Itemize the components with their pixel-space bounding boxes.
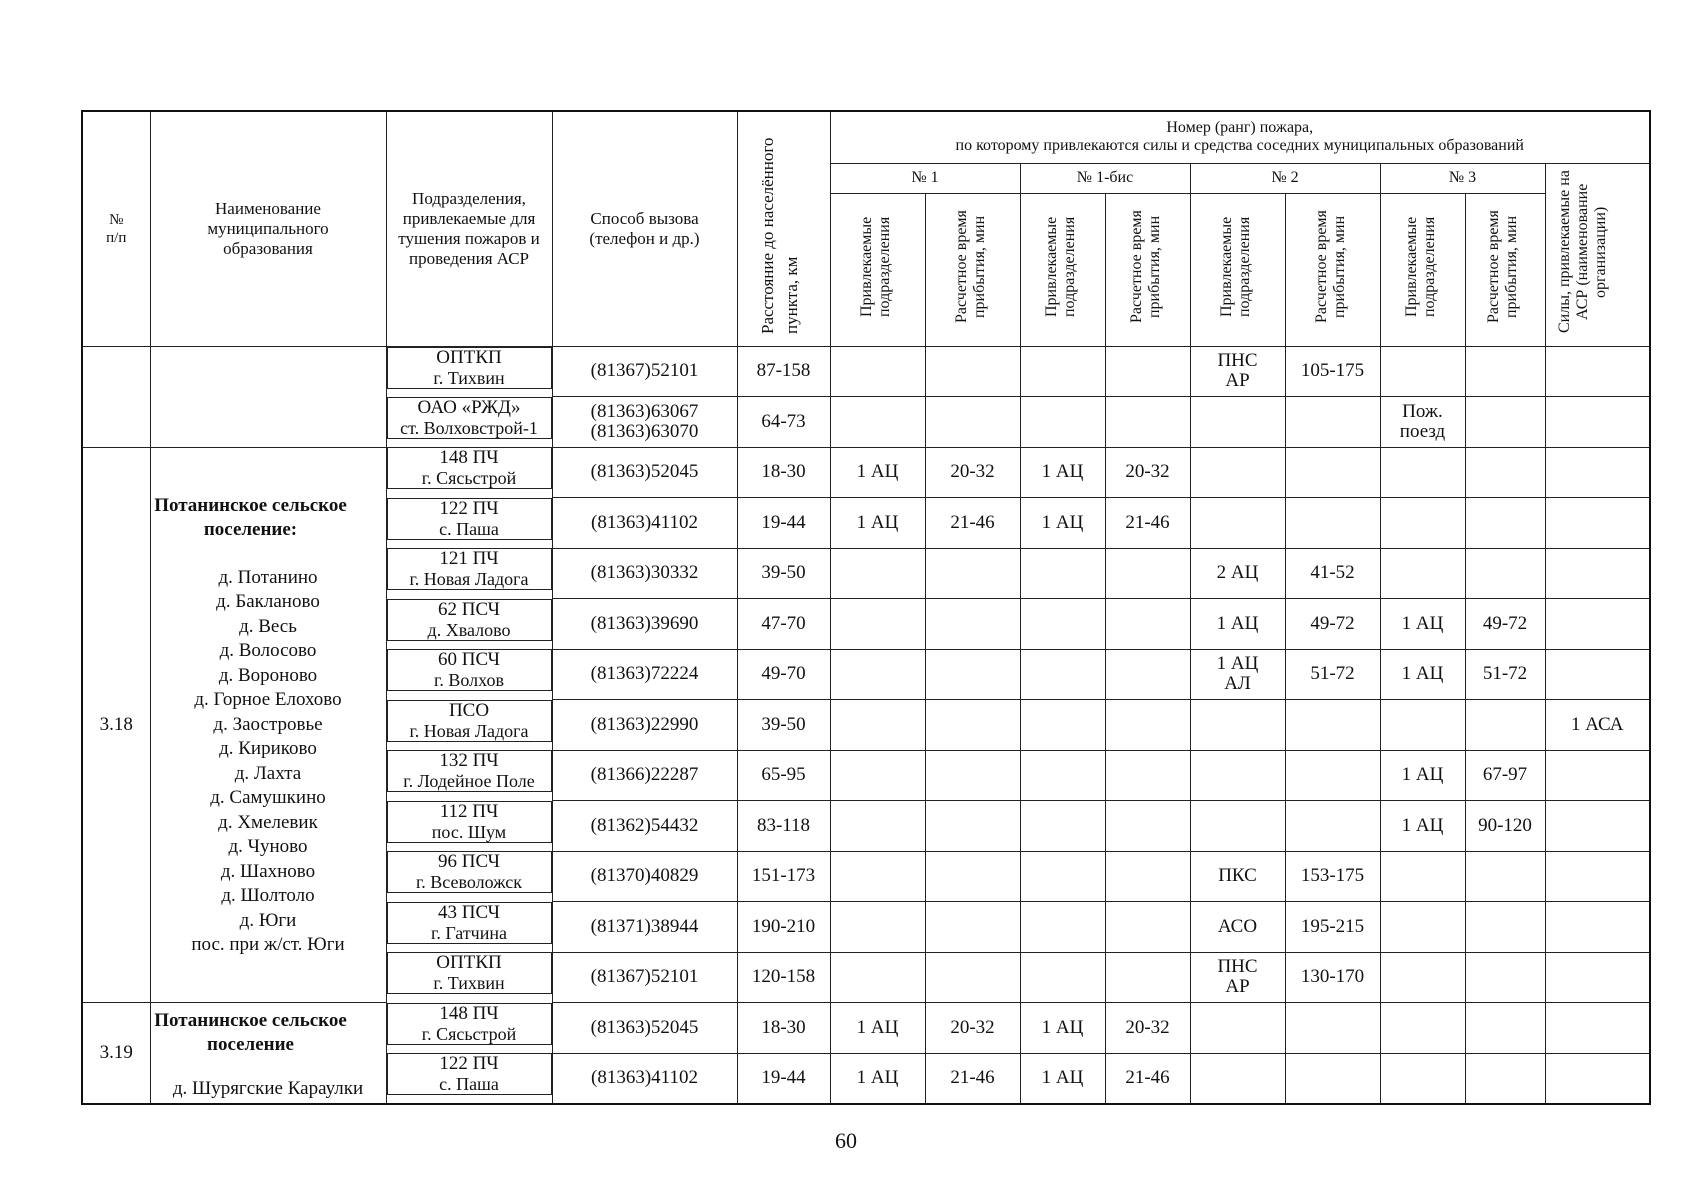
municipality-title: Потанинское сельское поселение:	[154, 494, 347, 540]
settlement-item: д. Лахта	[234, 762, 302, 784]
r1-time-cell	[925, 649, 1020, 700]
unit-location: ст. Волховстрой-1	[400, 417, 538, 438]
asr-forces-cell	[1545, 902, 1650, 953]
call-method-cell: (81367)52101	[552, 346, 737, 397]
settlement-item: д. Волосово	[219, 640, 317, 662]
unit-cell	[387, 952, 552, 994]
r3-units-cell	[1380, 700, 1465, 751]
r2-units-cell: ПКС	[1190, 851, 1285, 902]
r1bis-units-cell	[1020, 902, 1105, 953]
r1-time-cell	[925, 801, 1020, 852]
distance-cell: 19-44	[737, 498, 830, 549]
asr-forces-cell	[1545, 851, 1650, 902]
r2-units-cell: 2 АЦ	[1190, 548, 1285, 599]
distance-cell: 18-30	[737, 1003, 830, 1054]
r2-time-cell: 49-72	[1285, 599, 1380, 650]
distance-cell: 64-73	[737, 397, 830, 448]
call-method-cell: (81363)39690	[552, 599, 737, 650]
r1bis-time-cell	[1105, 902, 1190, 953]
r1bis-units-cell	[1020, 548, 1105, 599]
r2-units-cell: 1 АЦ АЛ	[1190, 649, 1285, 700]
call-method-cell: (81363)22990	[552, 700, 737, 751]
rank-title: Номер (ранг) пожара,	[1166, 119, 1314, 137]
r1bis-units-cell: 1 АЦ	[1020, 1053, 1105, 1104]
r1-units-cell	[830, 750, 925, 801]
r3-units-cell: Пож. поезд	[1380, 397, 1465, 448]
col-header-name: Наименование муниципального образования	[150, 111, 386, 346]
r1-time-cell	[925, 902, 1020, 953]
distance-cell: 87-158	[737, 346, 830, 397]
unit-name: 122 ПЧ	[439, 497, 499, 519]
col-header-rank	[830, 111, 1650, 163]
r2-units-cell: ПНС АР	[1190, 346, 1285, 397]
r1-time-cell	[925, 599, 1020, 650]
unit-cell	[387, 347, 552, 389]
r1bis-time-cell: 20-32	[1105, 447, 1190, 498]
call-method-cell: (81367)52101	[552, 952, 737, 1003]
settlement-item: д. Бакланово	[216, 591, 320, 613]
unit-name: ПСО	[448, 699, 490, 721]
asr-forces-cell	[1545, 1053, 1650, 1104]
r3-time-cell	[1465, 498, 1545, 549]
settlement-item: д. Шахново	[220, 860, 316, 882]
unit-name: 121 ПЧ	[439, 548, 499, 569]
r1-units-cell	[830, 548, 925, 599]
r1-time-cell	[925, 952, 1020, 1003]
distance-cell: 83-118	[737, 801, 830, 852]
r3-time-cell: 51-72	[1465, 649, 1545, 700]
unit-location: с. Паша	[439, 518, 499, 539]
asr-forces-cell	[1545, 498, 1650, 549]
r1bis-time-cell	[1105, 851, 1190, 902]
r3-units-cell	[1380, 902, 1465, 953]
asr-forces-cell	[1545, 599, 1650, 650]
rank-1bis-header: № 1-бис	[1020, 163, 1190, 193]
r1-units-cell: 1 АЦ	[830, 1003, 925, 1054]
r1bis-units-cell	[1020, 397, 1105, 448]
unit-name: 112 ПЧ	[439, 800, 499, 822]
unit-location: пос. Шум	[431, 821, 507, 842]
r1bis-time-cell	[1105, 649, 1190, 700]
municipality-cell	[150, 346, 386, 447]
distance-cell: 18-30	[737, 447, 830, 498]
r2-units-cell	[1190, 750, 1285, 801]
r1bis-time-cell: 21-46	[1105, 498, 1190, 549]
r3-units-cell: 1 АЦ	[1380, 750, 1465, 801]
r2-time-cell: 105-175	[1285, 346, 1380, 397]
unit-location: г. Тихвин	[433, 367, 505, 388]
settlement-item: д. Горное Елохово	[194, 689, 342, 711]
unit-name: ОПТКП	[436, 952, 502, 973]
unit-name: 148 ПЧ	[439, 447, 499, 468]
distance-cell: 151-173	[737, 851, 830, 902]
settlement-list	[151, 566, 386, 958]
r1-time-cell	[925, 750, 1020, 801]
unit-name: 62 ПСЧ	[437, 598, 501, 620]
unit-cell	[387, 498, 552, 540]
r1bis-units-cell	[1020, 851, 1105, 902]
r2-time-cell: 41-52	[1285, 548, 1380, 599]
r2-time-cell	[1285, 498, 1380, 549]
unit-cell	[387, 1003, 552, 1045]
r3-units-cell	[1380, 851, 1465, 902]
unit-name: 122 ПЧ	[439, 1053, 499, 1074]
call-method-cell: (81363)52045	[552, 1003, 737, 1054]
row-number-cell: 3.18	[82, 447, 150, 1003]
r1bis-time-header: Расчетное время прибытия, мин	[1105, 193, 1190, 346]
unit-cell	[387, 851, 552, 893]
r1-units-cell: 1 АЦ	[830, 447, 925, 498]
r1bis-time-cell: 20-32	[1105, 1003, 1190, 1054]
settlement-item: пос. при ж/ст. Юги	[191, 934, 345, 956]
r1bis-units-cell	[1020, 750, 1105, 801]
r1-units-cell: 1 АЦ	[830, 1053, 925, 1104]
distance-cell: 39-50	[737, 548, 830, 599]
rank-1-header: № 1	[830, 163, 1020, 193]
r1bis-units-header: Привлекаемые подразделения	[1020, 193, 1105, 346]
settlement-item: д. Самушкино	[210, 787, 326, 809]
asr-forces-cell	[1545, 750, 1650, 801]
r3-time-cell	[1465, 397, 1545, 448]
call-method-cell: (81363)52045	[552, 447, 737, 498]
r1bis-units-cell: 1 АЦ	[1020, 447, 1105, 498]
r1-time-cell: 20-32	[925, 1003, 1020, 1054]
r2-time-cell: 195-215	[1285, 902, 1380, 953]
r1-time-cell	[925, 346, 1020, 397]
r1bis-units-cell	[1020, 346, 1105, 397]
call-method-cell: (81371)38944	[552, 902, 737, 953]
settlement-item: д. Юги	[239, 909, 297, 931]
r3-units-cell: 1 АЦ	[1380, 649, 1465, 700]
asr-forces-cell	[1545, 952, 1650, 1003]
unit-location: г. Сясьстрой	[421, 468, 517, 488]
call-method-cell: (81362)54432	[552, 801, 737, 852]
r2-units-cell: 1 АЦ	[1190, 599, 1285, 650]
r2-units-cell	[1190, 801, 1285, 852]
call-method-cell: (81363)41102	[552, 498, 737, 549]
r1-time-cell	[925, 397, 1020, 448]
unit-location: г. Сясьстрой	[421, 1023, 517, 1044]
r1bis-time-cell	[1105, 548, 1190, 599]
page-number: 60	[835, 1128, 857, 1153]
unit-location: г. Новая Ладога	[409, 720, 529, 741]
distance-cell: 190-210	[737, 902, 830, 953]
r2-units-header: Привлекаемые подразделения	[1190, 193, 1285, 346]
unit-name: 43 ПСЧ	[437, 901, 501, 923]
settlement-item: д. Хмелевик	[218, 811, 318, 833]
r2-units-cell	[1190, 700, 1285, 751]
r3-time-cell: 67-97	[1465, 750, 1545, 801]
unit-name: ОПТКП	[436, 346, 502, 368]
unit-name: 132 ПЧ	[439, 750, 499, 771]
r2-time-cell: 51-72	[1285, 649, 1380, 700]
r1-units-cell	[830, 649, 925, 700]
r3-time-header: Расчетное время прибытия, мин	[1465, 193, 1545, 346]
municipality-cell	[150, 1003, 386, 1104]
settlement-item: д. Заостровье	[213, 713, 323, 735]
r1bis-time-cell	[1105, 346, 1190, 397]
r1bis-units-cell: 1 АЦ	[1020, 498, 1105, 549]
r1-units-header: Привлекаемые подразделения	[830, 193, 925, 346]
r3-units-cell	[1380, 548, 1465, 599]
r3-time-cell	[1465, 952, 1545, 1003]
rank-2-header: № 2	[1190, 163, 1380, 193]
r3-units-cell	[1380, 447, 1465, 498]
r1bis-units-cell	[1020, 952, 1105, 1003]
unit-location: г. Тихвин	[433, 973, 505, 993]
table-row	[82, 1003, 1650, 1054]
distance-cell: 49-70	[737, 649, 830, 700]
call-method-cell: (81370)40829	[552, 851, 737, 902]
r2-units-cell	[1190, 1053, 1285, 1104]
unit-cell	[387, 548, 552, 590]
asr-forces-cell	[1545, 548, 1650, 599]
row-number-cell: 3.19	[82, 1003, 150, 1104]
unit-cell	[387, 750, 552, 792]
r1bis-time-cell: 21-46	[1105, 1053, 1190, 1104]
r1-time-cell	[925, 548, 1020, 599]
settlement-item: д. Кириково	[219, 738, 317, 760]
asr-forces-cell	[1545, 649, 1650, 700]
r1bis-units-cell	[1020, 649, 1105, 700]
asr-forces-cell	[1545, 801, 1650, 852]
r1bis-time-cell	[1105, 750, 1190, 801]
r3-time-cell	[1465, 902, 1545, 953]
unit-cell	[387, 700, 552, 742]
r1-units-cell	[830, 599, 925, 650]
r1bis-time-cell	[1105, 801, 1190, 852]
unit-location: г. Лодейное Поле	[403, 771, 535, 791]
r1bis-units-cell: 1 АЦ	[1020, 1003, 1105, 1054]
r1-time-cell	[925, 700, 1020, 751]
unit-cell	[387, 1053, 552, 1095]
settlement-item: д. Шурягские Караулки	[172, 1077, 364, 1099]
r3-units-cell: 1 АЦ	[1380, 801, 1465, 852]
row-number-cell	[82, 346, 150, 447]
unit-cell	[387, 447, 552, 489]
r2-time-cell	[1285, 1003, 1380, 1054]
r3-units-cell	[1380, 1053, 1465, 1104]
r3-time-cell: 49-72	[1465, 599, 1545, 650]
distance-cell: 120-158	[737, 952, 830, 1003]
r2-time-cell: 130-170	[1285, 952, 1380, 1003]
r2-units-cell: АСО	[1190, 902, 1285, 953]
r2-units-cell: ПНС АР	[1190, 952, 1285, 1003]
unit-name: ОАО «РЖД»	[417, 396, 521, 418]
r2-units-cell	[1190, 498, 1285, 549]
col-header-no: № п/п	[82, 111, 150, 346]
call-method-cell: (81363)41102	[552, 1053, 737, 1104]
asr-forces-cell	[1545, 346, 1650, 397]
r3-time-cell	[1465, 1003, 1545, 1054]
asr-forces-cell: 1 АСА	[1545, 700, 1650, 751]
settlement-item: д. Чуново	[228, 836, 308, 858]
municipality-cell	[150, 447, 386, 1003]
r1-units-cell	[830, 700, 925, 751]
r3-time-cell	[1465, 851, 1545, 902]
r1bis-time-cell	[1105, 952, 1190, 1003]
r1-units-cell: 1 АЦ	[830, 498, 925, 549]
r3-time-cell	[1465, 1053, 1545, 1104]
r3-units-cell	[1380, 1003, 1465, 1054]
r1bis-time-cell	[1105, 397, 1190, 448]
r3-units-cell	[1380, 952, 1465, 1003]
call-method-cell: (81363)72224	[552, 649, 737, 700]
r2-units-cell	[1190, 397, 1285, 448]
distance-cell: 47-70	[737, 599, 830, 650]
rank-3-header: № 3	[1380, 163, 1545, 193]
r2-units-cell	[1190, 447, 1285, 498]
rank-subtitle: по которому привлекаются силы и средства соседних муниципальных образований	[955, 137, 1524, 155]
r1-units-cell	[830, 851, 925, 902]
r2-time-cell	[1285, 750, 1380, 801]
municipality-title: Потанинское сельское поселение	[154, 1009, 347, 1055]
r1bis-time-cell	[1105, 700, 1190, 751]
unit-cell	[387, 599, 552, 641]
r1-time-cell: 21-46	[925, 498, 1020, 549]
call-method-cell: (81363)30332	[552, 548, 737, 599]
col-header-call: Способ вызова (телефон и др.)	[552, 111, 737, 346]
r3-time-cell	[1465, 346, 1545, 397]
call-method-cell: (81363)63067 (81363)63070	[552, 397, 737, 448]
r2-units-cell	[1190, 1003, 1285, 1054]
unit-name: 96 ПСЧ	[437, 851, 501, 872]
r2-time-cell	[1285, 801, 1380, 852]
col-header-units: Подразделения, привлекаемые для тушения пожаров и проведения АСР	[386, 111, 552, 346]
table-row	[82, 346, 1650, 397]
table-row	[82, 447, 1650, 498]
asr-forces-cell	[1545, 1003, 1650, 1054]
r2-time-cell	[1285, 397, 1380, 448]
r1bis-time-cell	[1105, 599, 1190, 650]
r1-units-cell	[830, 801, 925, 852]
r3-units-cell: 1 АЦ	[1380, 599, 1465, 650]
r1-units-cell	[830, 902, 925, 953]
r1bis-units-cell	[1020, 801, 1105, 852]
r3-time-cell	[1465, 447, 1545, 498]
r2-time-cell	[1285, 1053, 1380, 1104]
r1-time-header: Расчетное время прибытия, мин	[925, 193, 1020, 346]
unit-cell	[387, 902, 552, 944]
distance-cell: 39-50	[737, 700, 830, 751]
fire-resources-table	[81, 110, 1651, 1105]
settlement-item: д. Шолтоло	[221, 885, 315, 907]
asr-forces-cell	[1545, 397, 1650, 448]
unit-location: с. Паша	[439, 1074, 499, 1094]
r1-units-cell	[830, 346, 925, 397]
r1bis-units-cell	[1020, 700, 1105, 751]
settlement-item: д. Весь	[239, 615, 297, 637]
unit-name: 60 ПСЧ	[437, 649, 501, 670]
r1-time-cell	[925, 851, 1020, 902]
r3-time-cell: 90-120	[1465, 801, 1545, 852]
settlement-item: д. Потанино	[218, 566, 318, 588]
distance-cell: 19-44	[737, 1053, 830, 1104]
r1-units-cell	[830, 952, 925, 1003]
r3-units-header: Привлекаемые подразделения	[1380, 193, 1465, 346]
asr-forces-header: Силы, привлекаемые на АСР (наименование организации)	[1545, 163, 1650, 346]
unit-location: г. Новая Ладога	[409, 569, 529, 589]
unit-location: г. Гатчина	[430, 922, 507, 943]
settlement-item: д. Вороново	[218, 664, 318, 686]
r1bis-units-cell	[1020, 599, 1105, 650]
unit-location: г. Волхов	[434, 670, 504, 690]
r3-time-cell	[1465, 548, 1545, 599]
unit-location: д. Хвалово	[427, 619, 511, 640]
unit-name: 148 ПЧ	[439, 1002, 499, 1024]
r3-units-cell	[1380, 346, 1465, 397]
r2-time-cell: 153-175	[1285, 851, 1380, 902]
unit-cell	[387, 649, 552, 691]
unit-cell	[387, 801, 552, 843]
distance-cell: 65-95	[737, 750, 830, 801]
unit-location: г. Всеволожск	[415, 872, 523, 892]
r2-time-cell	[1285, 447, 1380, 498]
r1-time-cell: 21-46	[925, 1053, 1020, 1104]
r2-time-cell	[1285, 700, 1380, 751]
r3-units-cell	[1380, 498, 1465, 549]
asr-forces-cell	[1545, 447, 1650, 498]
r1-units-cell	[830, 397, 925, 448]
col-header-distance: Расстояние до населённого пункта, км	[737, 111, 830, 346]
r1-time-cell: 20-32	[925, 447, 1020, 498]
r2-time-header: Расчетное время прибытия, мин	[1285, 193, 1380, 346]
call-method-cell: (81366)22287	[552, 750, 737, 801]
r3-time-cell	[1465, 700, 1545, 751]
unit-cell	[387, 397, 552, 439]
